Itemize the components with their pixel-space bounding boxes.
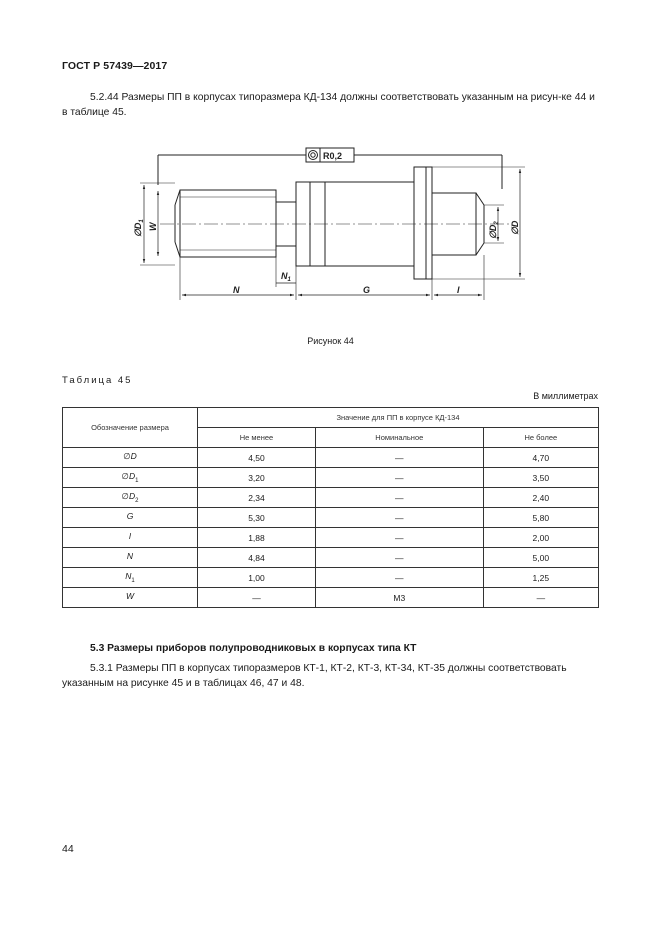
row-symbol-sub: 1 xyxy=(135,478,139,484)
row-max: 2,40 xyxy=(483,488,598,508)
row-nominal: — xyxy=(315,448,483,468)
dim-label-g: G xyxy=(363,285,371,295)
dim-label-n: N xyxy=(233,285,240,295)
svg-text:∅D1 xyxy=(133,219,145,237)
col-header-max: Не более xyxy=(483,428,598,448)
table-row xyxy=(63,488,599,508)
tolerance-value: R0,2 xyxy=(323,151,343,161)
row-nominal: — xyxy=(315,528,483,548)
row-symbol-sub: 1 xyxy=(131,578,135,584)
thread-body xyxy=(180,190,276,257)
table-row xyxy=(63,448,599,468)
table-row xyxy=(63,568,599,588)
row-max: 3,50 xyxy=(483,468,598,488)
flange xyxy=(414,167,432,279)
table-row xyxy=(63,548,599,568)
row-symbol: G xyxy=(126,511,134,521)
dim-label-d1: ∅D xyxy=(133,222,143,237)
row-min: — xyxy=(198,588,316,608)
page-number: 44 xyxy=(62,843,74,855)
row-min: 4,84 xyxy=(198,548,316,568)
row-symbol: l xyxy=(129,531,131,541)
row-min: 5,30 xyxy=(198,508,316,528)
row-nominal: — xyxy=(315,548,483,568)
row-symbol: ∅D xyxy=(121,471,136,481)
col-header-min: Не менее xyxy=(198,428,316,448)
table-row xyxy=(63,588,599,608)
col-header-designation: Обозначение размера xyxy=(63,408,198,448)
row-min: 1,88 xyxy=(198,528,316,548)
dim-label-d1-sub: 1 xyxy=(139,219,145,223)
col-header-nominal: Номинальное xyxy=(315,428,483,448)
svg-text:N1 xyxy=(281,271,292,283)
row-nominal: — xyxy=(315,508,483,528)
dim-label-n1: N xyxy=(281,271,288,281)
dim-label-n1-sub: 1 xyxy=(287,277,291,283)
figure-44-drawing xyxy=(120,145,540,305)
row-symbol: ∅D xyxy=(121,491,136,501)
row-max: 5,80 xyxy=(483,508,598,528)
row-nominal: — xyxy=(315,468,483,488)
row-nominal: — xyxy=(315,568,483,588)
dim-label-d2-sub: 2 xyxy=(494,221,500,225)
section-heading: 5.3 Размеры приборов полупроводниковых в корпусах типа КТ xyxy=(90,643,417,654)
table-title: Таблица 45 xyxy=(62,375,133,386)
row-min: 1,00 xyxy=(198,568,316,588)
dim-label-l: l xyxy=(457,285,460,295)
table-row xyxy=(63,468,599,488)
dim-label-d2: ∅D xyxy=(488,224,498,239)
row-min: 3,20 xyxy=(198,468,316,488)
row-symbol: W xyxy=(125,591,135,601)
dim-label-d: ∅D xyxy=(510,220,520,235)
figure-caption: Рисунок 44 xyxy=(307,336,354,346)
row-symbol: N xyxy=(125,571,132,581)
table-units: В миллиметрах xyxy=(533,391,598,401)
col-header-value: Значение для ПП в корпусе КД-134 xyxy=(198,408,599,428)
row-max: 2,00 xyxy=(483,528,598,548)
table-row xyxy=(63,508,599,528)
row-min: 2,34 xyxy=(198,488,316,508)
dim-label-w: W xyxy=(148,222,158,231)
document-header: ГОСТ Р 57439—2017 xyxy=(62,60,168,72)
row-max: 5,00 xyxy=(483,548,598,568)
dimensions-table xyxy=(62,407,599,608)
row-symbol: N xyxy=(126,551,134,561)
row-min: 4,50 xyxy=(198,448,316,468)
section-paragraph: 5.3.1 Размеры ПП в корпусах типоразмеров КТ-1, КТ-2, КТ-3, КТ-34, КТ-35 должны соответствовать указанным на рисунке 45 и в таблицах 46, 47 и 48. xyxy=(62,663,567,689)
row-max: — xyxy=(483,588,598,608)
row-symbol: ∅D xyxy=(123,451,137,461)
table-row xyxy=(63,528,599,548)
row-nominal: М3 xyxy=(315,588,483,608)
intro-paragraph: 5.2.44 Размеры ПП в корпусах типоразмера КД-134 должны соответствовать указанным на рисун-ке 44 и в таблице 45. xyxy=(62,92,595,118)
row-symbol-sub: 2 xyxy=(135,498,139,504)
row-nominal: — xyxy=(315,488,483,508)
row-max: 1,25 xyxy=(483,568,598,588)
row-max: 4,70 xyxy=(483,448,598,468)
